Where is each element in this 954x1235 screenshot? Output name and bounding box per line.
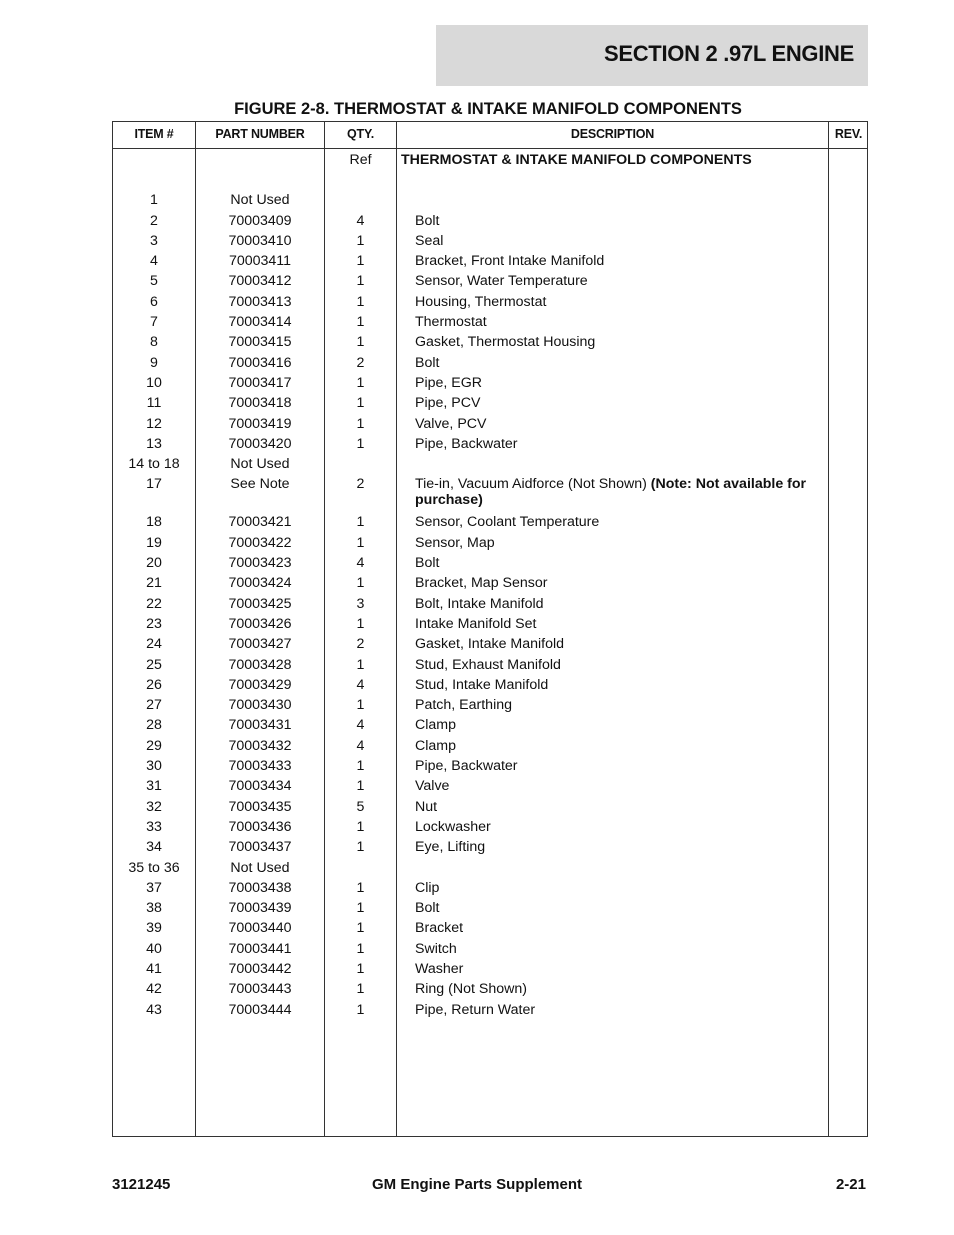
- quantity: 1: [356, 273, 365, 290]
- part-number: 70003432: [228, 737, 292, 754]
- table-row: [113, 857, 867, 877]
- part-number: 70003414: [228, 314, 292, 331]
- item-number: 8: [150, 334, 158, 351]
- table-row: [113, 210, 867, 230]
- part-number: 70003441: [228, 940, 292, 957]
- quantity: 1: [356, 920, 365, 937]
- quantity: 1: [356, 981, 365, 998]
- description: Bolt, Intake Manifold: [415, 595, 544, 612]
- description: Bracket, Map Sensor: [415, 575, 548, 592]
- description: Clamp: [415, 717, 456, 734]
- item-number: 14 to 18: [128, 456, 180, 473]
- part-number: 70003411: [228, 253, 292, 270]
- part-number: 70003440: [228, 920, 292, 937]
- part-number: 70003422: [228, 534, 292, 551]
- item-number: 21: [146, 575, 162, 592]
- quantity: 1: [356, 697, 365, 714]
- table-row: [113, 897, 867, 917]
- item-number: 20: [146, 555, 162, 572]
- part-number: 70003419: [228, 415, 292, 432]
- description: [415, 476, 815, 508]
- part-number: 70003434: [228, 778, 292, 795]
- column-header-rev: REV.: [834, 127, 863, 141]
- item-number: 40: [146, 940, 162, 957]
- table-row: [113, 735, 867, 755]
- quantity: 1: [356, 778, 365, 795]
- item-number: 34: [146, 839, 162, 856]
- section-title: SECTION 2 .97L ENGINE: [603, 41, 854, 66]
- table-row: [113, 755, 867, 775]
- part-number: Not Used: [230, 192, 290, 209]
- quantity: 3: [356, 595, 365, 612]
- quantity: 4: [356, 717, 365, 734]
- table-row: [113, 958, 867, 978]
- table-row: [113, 816, 867, 836]
- section-banner: [436, 25, 868, 86]
- table-row: [113, 392, 867, 412]
- quantity: 1: [356, 293, 365, 310]
- item-number: 2: [150, 212, 158, 229]
- item-number: 32: [146, 798, 162, 815]
- description: Pipe, EGR: [415, 374, 483, 391]
- quantity: 5: [356, 798, 365, 815]
- quantity: 1: [356, 818, 365, 835]
- table-body: [113, 149, 867, 1019]
- part-number: 70003425: [228, 595, 292, 612]
- item-number: 35 to 36: [128, 859, 180, 876]
- item-number: 31: [146, 778, 162, 795]
- figure-title: FIGURE 2-8. THERMOSTAT & INTAKE MANIFOLD COMPONENTS: [234, 100, 742, 118]
- part-number: Not Used: [230, 456, 290, 473]
- table-row: [113, 999, 867, 1019]
- item-number: 18: [146, 514, 162, 531]
- table-row: [113, 331, 867, 351]
- column-header-item: ITEM #: [134, 127, 174, 141]
- description: Pipe, Backwater: [415, 758, 518, 775]
- item-number: 30: [146, 758, 162, 775]
- quantity: 1: [356, 879, 365, 896]
- part-number: 70003426: [228, 615, 292, 632]
- part-number: 70003409: [228, 212, 292, 229]
- quantity: 1: [356, 940, 365, 957]
- description: Patch, Earthing: [415, 697, 513, 714]
- quantity: 1: [356, 514, 365, 531]
- item-number: 27: [146, 697, 162, 714]
- table-row: [113, 311, 867, 331]
- quantity: 1: [356, 253, 365, 270]
- table-row: [113, 654, 867, 674]
- description: Washer: [415, 960, 464, 977]
- item-number: 17: [146, 476, 162, 493]
- description: Bolt: [415, 354, 440, 371]
- description: Eye, Lifting: [415, 839, 486, 856]
- table-row: [113, 433, 867, 453]
- part-number: 70003417: [228, 374, 292, 391]
- description: Bolt: [415, 555, 440, 572]
- description: Clamp: [415, 737, 456, 754]
- quantity: 1: [356, 839, 365, 856]
- description: Sensor, Water Temperature: [415, 273, 588, 290]
- description: Gasket, Intake Manifold: [415, 636, 565, 653]
- description-text: Tie-in, Vacuum Aidforce (Not Shown): [415, 476, 647, 493]
- description: Thermostat: [415, 314, 487, 331]
- part-number: 70003438: [228, 879, 292, 896]
- part-number: 70003418: [228, 395, 292, 412]
- part-number: 70003433: [228, 758, 292, 775]
- title-description: THERMOSTAT & INTAKE MANIFOLD COMPONENTS: [401, 152, 752, 168]
- table-row-note: [113, 473, 867, 511]
- table-row: [113, 453, 867, 473]
- part-number: Not Used: [230, 859, 290, 876]
- item-number: 41: [146, 960, 162, 977]
- item-number: 7: [150, 314, 158, 331]
- table-row: [113, 250, 867, 270]
- table-row: [113, 593, 867, 613]
- table-row: [113, 775, 867, 795]
- description: Valve: [415, 778, 450, 795]
- part-number: 70003431: [228, 717, 292, 734]
- part-number: 70003412: [228, 273, 292, 290]
- quantity: 1: [356, 575, 365, 592]
- description: Pipe, PCV: [415, 395, 481, 412]
- item-number: 23: [146, 615, 162, 632]
- table-row: [113, 633, 867, 653]
- description: Sensor, Coolant Temperature: [415, 514, 600, 531]
- parts-table: [112, 121, 868, 1137]
- item-number: 29: [146, 737, 162, 754]
- table-row: [113, 572, 867, 592]
- table-row: [113, 694, 867, 714]
- description: Stud, Intake Manifold: [415, 676, 549, 693]
- part-number: 70003428: [228, 656, 292, 673]
- table-row: [113, 917, 867, 937]
- description: Pipe, Backwater: [415, 435, 518, 452]
- part-number: 70003439: [228, 900, 292, 917]
- part-number: 70003437: [228, 839, 292, 856]
- quantity: 1: [356, 534, 365, 551]
- description: Housing, Thermostat: [415, 293, 547, 310]
- table-row: [113, 613, 867, 633]
- part-number: 70003444: [228, 1001, 292, 1018]
- quantity: 1: [356, 415, 365, 432]
- description: Ring (Not Shown): [415, 981, 527, 998]
- quantity: 1: [356, 334, 365, 351]
- availability-note: (Note: Not available for purchase): [415, 476, 807, 509]
- item-number: 25: [146, 656, 162, 673]
- quantity: 1: [356, 374, 365, 391]
- part-number: 70003429: [228, 676, 292, 693]
- part-number: 70003427: [228, 636, 292, 653]
- part-number: 70003442: [228, 960, 292, 977]
- table-row: [113, 836, 867, 856]
- item-number: 13: [146, 435, 162, 452]
- quantity: 4: [356, 737, 365, 754]
- item-number: 39: [146, 920, 162, 937]
- item-number: 3: [150, 232, 158, 249]
- table-row: [113, 674, 867, 694]
- quantity: 1: [356, 900, 365, 917]
- description: Bolt: [415, 900, 440, 917]
- part-number: 70003416: [228, 354, 292, 371]
- title-qty: Ref: [349, 152, 372, 168]
- footer-page-number: 2-21: [835, 1176, 866, 1193]
- item-number: 1: [150, 192, 158, 209]
- quantity: 1: [356, 435, 365, 452]
- description: Seal: [415, 232, 444, 249]
- item-number: 22: [146, 595, 162, 612]
- item-number: 6: [150, 293, 158, 310]
- table-row: [113, 189, 867, 209]
- item-number: 26: [146, 676, 162, 693]
- description: Pipe, Return Water: [415, 1001, 536, 1018]
- quantity: 2: [356, 354, 365, 371]
- description: Intake Manifold Set: [415, 615, 537, 632]
- quantity: 4: [356, 212, 365, 229]
- part-number: See Note: [230, 476, 290, 493]
- part-number: 70003424: [228, 575, 292, 592]
- item-number: 10: [146, 374, 162, 391]
- table-row: [113, 532, 867, 552]
- item-number: 4: [150, 253, 158, 270]
- table-row: [113, 552, 867, 572]
- part-number: 70003410: [228, 232, 292, 249]
- item-number: 9: [150, 354, 158, 371]
- item-number: 28: [146, 717, 162, 734]
- item-number: 38: [146, 900, 162, 917]
- part-number: 70003436: [228, 818, 292, 835]
- table-row: [113, 978, 867, 998]
- table-row: [113, 714, 867, 734]
- part-number: 70003421: [228, 514, 292, 531]
- part-number: 70003423: [228, 555, 292, 572]
- quantity: 1: [356, 615, 365, 632]
- quantity: 1: [356, 314, 365, 331]
- column-header-qty: QTY.: [347, 127, 374, 141]
- column-header-part-number: PART NUMBER: [215, 127, 305, 141]
- footer-doc-number: 3121245: [112, 1176, 171, 1193]
- description: Switch: [415, 940, 457, 957]
- description: Nut: [415, 798, 438, 815]
- description: Gasket, Thermostat Housing: [415, 334, 596, 351]
- quantity: 1: [356, 395, 365, 412]
- item-number: 43: [146, 1001, 162, 1018]
- table-row: [113, 352, 867, 372]
- quantity: 1: [356, 758, 365, 775]
- part-number: 70003430: [228, 697, 292, 714]
- description: Stud, Exhaust Manifold: [415, 656, 561, 673]
- description: Bracket: [415, 920, 464, 937]
- item-number: 5: [150, 273, 158, 290]
- description: Bracket, Front Intake Manifold: [415, 253, 605, 270]
- item-number: 33: [146, 818, 162, 835]
- column-header-description: DESCRIPTION: [570, 127, 655, 141]
- part-number: 70003435: [228, 798, 292, 815]
- description: Clip: [415, 879, 440, 896]
- quantity: 4: [356, 555, 365, 572]
- item-number: 37: [146, 879, 162, 896]
- part-number: 70003420: [228, 435, 292, 452]
- description: Bolt: [415, 212, 440, 229]
- footer-title: GM Engine Parts Supplement: [371, 1176, 583, 1193]
- table-row: [113, 372, 867, 392]
- table-row: [113, 413, 867, 433]
- table-row: [113, 511, 867, 531]
- table-row: [113, 270, 867, 290]
- description: Sensor, Map: [415, 534, 495, 551]
- item-number: 24: [146, 636, 162, 653]
- item-number: 42: [146, 981, 162, 998]
- description: Lockwasher: [415, 818, 491, 835]
- part-number: 70003413: [228, 293, 292, 310]
- part-number: 70003415: [228, 334, 292, 351]
- item-number: 19: [146, 534, 162, 551]
- item-number: 11: [146, 395, 162, 412]
- part-number: 70003443: [228, 981, 292, 998]
- item-number: 12: [146, 415, 162, 432]
- table-row: [113, 230, 867, 250]
- table-row: [113, 291, 867, 311]
- quantity: 2: [356, 636, 365, 653]
- quantity: 2: [356, 476, 365, 493]
- description: Valve, PCV: [415, 415, 487, 432]
- table-row: [113, 796, 867, 816]
- table-title-row: [113, 149, 867, 169]
- quantity: 1: [356, 1001, 365, 1018]
- quantity: 1: [356, 232, 365, 249]
- table-row: [113, 877, 867, 897]
- table-row: [113, 938, 867, 958]
- quantity: 1: [356, 656, 365, 673]
- quantity: 4: [356, 676, 365, 693]
- quantity: 1: [356, 960, 365, 977]
